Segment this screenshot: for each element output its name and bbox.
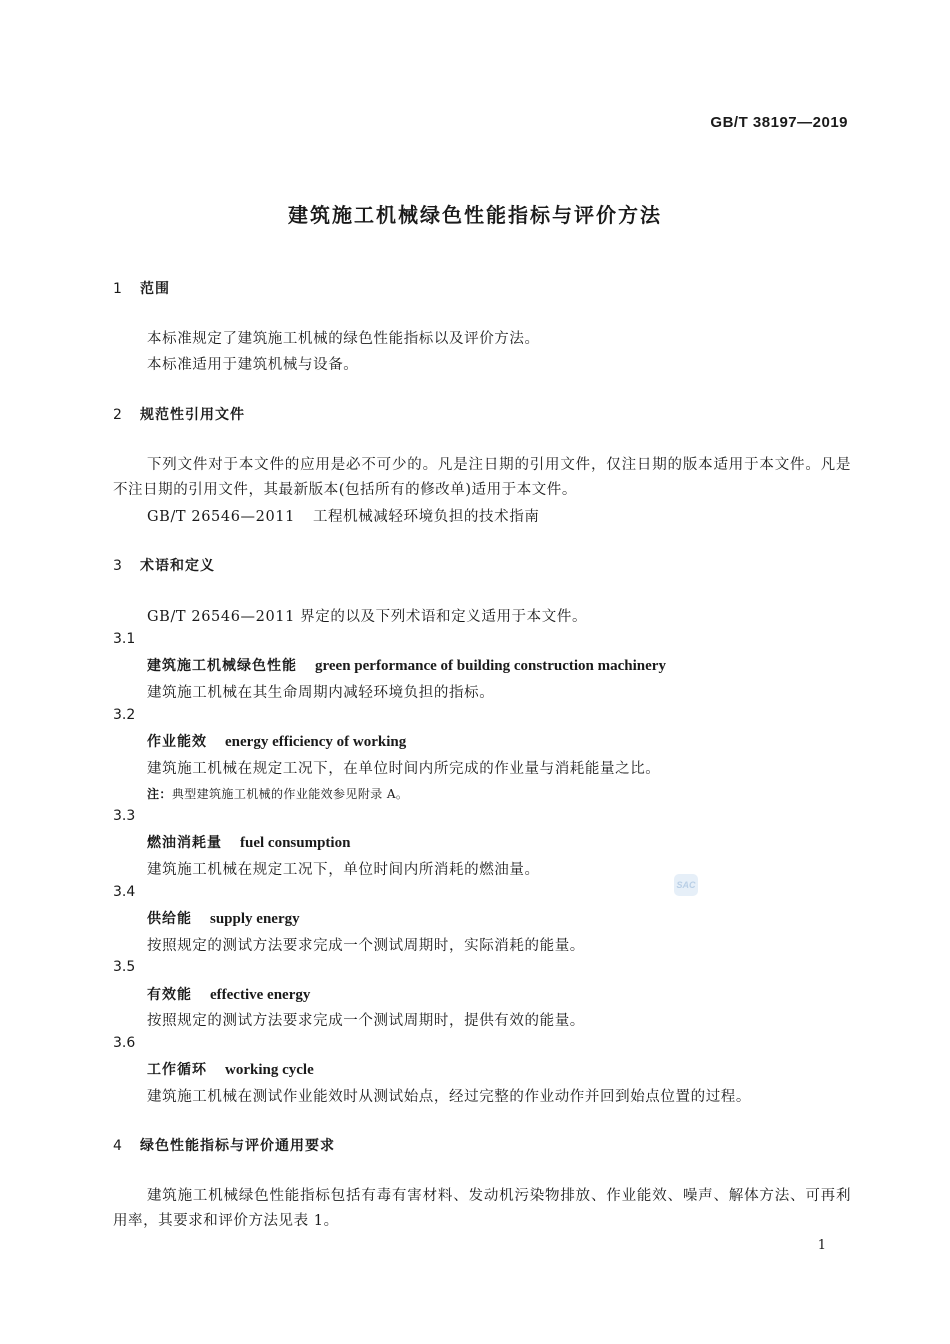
paragraph: 本标准规定了建筑施工机械的绿色性能指标以及评价方法。 <box>147 331 540 347</box>
paragraph: GB/T 26546—2011 界定的以及下列术语和定义适用于本文件。 <box>147 609 588 625</box>
term-note <box>147 785 408 802</box>
term-en: fuel consumption <box>240 835 351 851</box>
term-zh: 作业能效 <box>147 734 207 750</box>
term-zh: 供给能 <box>147 911 192 927</box>
section-3-heading <box>113 555 215 575</box>
section-title: 范围 <box>140 281 170 297</box>
term-definition: 建筑施工机械在测试作业能效时从测试始点，经过完整的作业动作并回到始点位置的过程。 <box>147 1089 751 1105</box>
term-definition: 建筑施工机械在其生命周期内减轻环境负担的指标。 <box>147 685 495 701</box>
term-definition: 按照规定的测试方法要求完成一个测试周期时，实际消耗的能量。 <box>147 938 585 954</box>
term-en: supply energy <box>210 911 300 927</box>
term-en: effective energy <box>210 987 311 1003</box>
term-number: 3.1 <box>113 631 136 647</box>
term-title <box>147 908 300 928</box>
term-definition: 按照规定的测试方法要求完成一个测试周期时，提供有效的能量。 <box>147 1013 585 1029</box>
section-number: 3 <box>113 558 123 574</box>
term-number: 3.6 <box>113 1035 136 1051</box>
section-title: 术语和定义 <box>140 558 215 574</box>
normative-reference <box>147 505 539 526</box>
term-zh: 有效能 <box>147 987 192 1003</box>
term-en: energy efficiency of working <box>225 734 407 750</box>
term-title <box>147 984 310 1004</box>
section-title: 规范性引用文件 <box>140 407 245 423</box>
note-text: 典型建筑施工机械的作业能效参见附录 A。 <box>171 787 409 801</box>
term-en: working cycle <box>225 1062 314 1078</box>
document-title: 建筑施工机械绿色性能指标与评价方法 <box>288 203 662 227</box>
term-title <box>147 731 406 751</box>
paragraph: 下列文件对于本文件的应用是必不可少的。凡是注日期的引用文件，仅注日期的版本适用于本文件。凡是不注日期的引用文件，其最新版本(包括所有的修改单)适用于本文件。 <box>113 457 851 498</box>
term-title <box>147 1059 314 1079</box>
section-4-heading <box>113 1135 335 1155</box>
section-2-heading <box>113 404 245 424</box>
page-number: 1 <box>817 1238 826 1253</box>
sac-watermark-logo: SAC <box>674 874 698 896</box>
term-title <box>147 655 666 675</box>
note-label: 注： <box>147 787 172 801</box>
term-number: 3.2 <box>113 707 136 723</box>
reference-title: 工程机械减轻环境负担的技术指南 <box>312 509 540 525</box>
section-number: 2 <box>113 407 123 423</box>
term-number: 3.5 <box>113 959 136 975</box>
term-title <box>147 832 350 852</box>
standard-code: GB/T 38197—2019 <box>710 114 848 131</box>
paragraph: 建筑施工机械绿色性能指标包括有毒有害材料、发动机污染物排放、作业能效、噪声、解体方法、可再利用率，其要求和评价方法见表 1。 <box>113 1188 851 1229</box>
term-zh: 燃油消耗量 <box>147 835 222 851</box>
term-definition: 建筑施工机械在规定工况下，单位时间内所消耗的燃油量。 <box>147 862 540 878</box>
term-en: green performance of building construction machinery <box>315 658 666 674</box>
term-zh: 工作循环 <box>147 1062 207 1078</box>
section-1-heading <box>113 278 170 298</box>
term-definition: 建筑施工机械在规定工况下，在单位时间内所完成的作业量与消耗能量之比。 <box>147 761 661 777</box>
term-number: 3.3 <box>113 808 136 824</box>
section-number: 4 <box>113 1138 123 1154</box>
term-number: 3.4 <box>113 884 136 900</box>
reference-code: GB/T 26546—2011 <box>147 509 295 525</box>
section-title: 绿色性能指标与评价通用要求 <box>140 1138 335 1154</box>
term-zh: 建筑施工机械绿色性能 <box>147 658 297 674</box>
section-number: 1 <box>113 281 123 297</box>
paragraph: 本标准适用于建筑机械与设备。 <box>147 357 359 373</box>
